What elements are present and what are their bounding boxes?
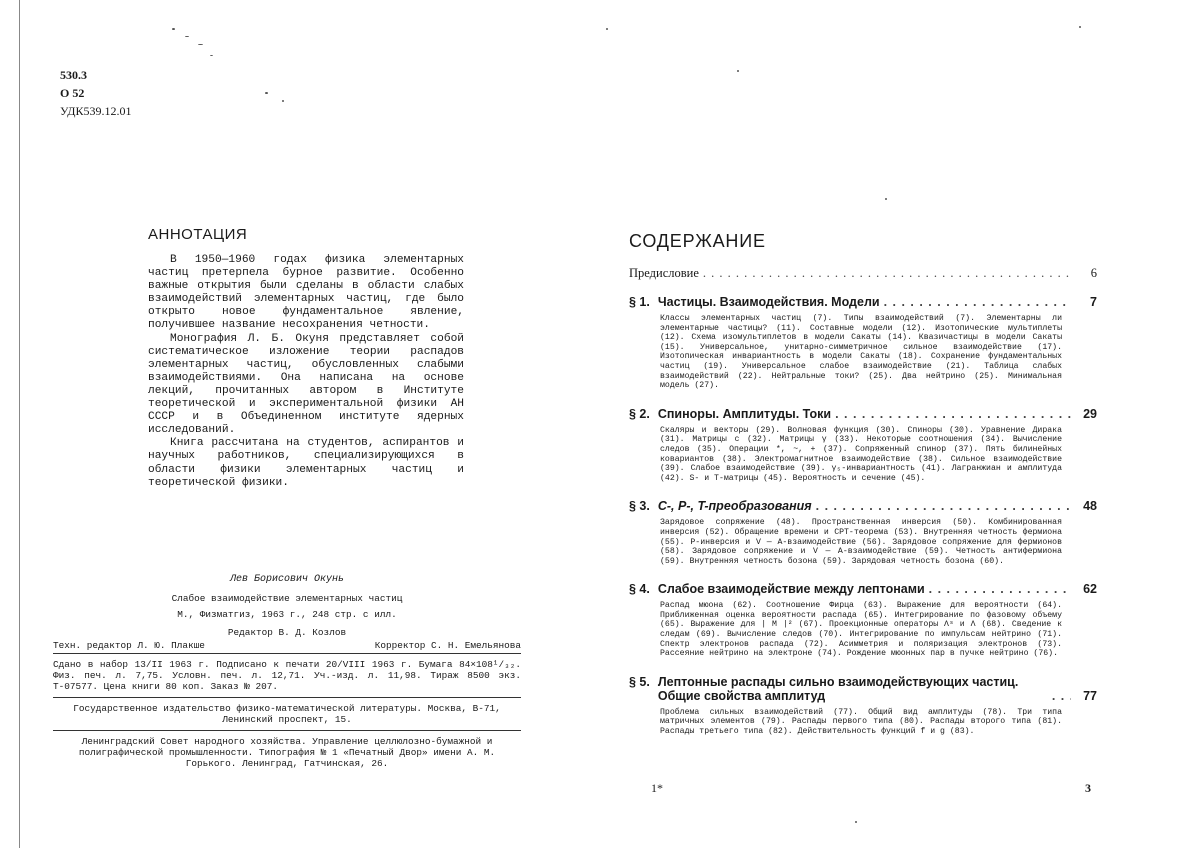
scan-speck bbox=[606, 28, 608, 30]
toc-section-title: Частицы. Взаимодействия. Модели bbox=[657, 295, 880, 309]
toc-section bbox=[629, 582, 1097, 659]
toc-section-description: Скаляры и векторы (29). Волновая функция (30). Спиноры (30). Уравнение Дирака (31). Матрицы с (32). Матрицы γ (33). Некоторые соотношения (34). Вычисление следов (35). Операции *, ~, + (37). Сопряженный спинор (37). Пять билинейных ковариантов (38). Электромагнитное взаимодействие (38). Сильное взаимодействие (39). Слабое взаимодействие (39). γ₅-инвариантность (41). Лагранжиан и амплитуда (42). S- и T-матрицы (45). Вероятность и сечение (45). bbox=[660, 425, 1062, 483]
imprint bbox=[53, 574, 521, 774]
toc-section bbox=[629, 407, 1097, 484]
toc-page-number: 29 bbox=[1083, 406, 1097, 421]
scan-speck bbox=[210, 55, 213, 56]
scan-speck bbox=[855, 821, 857, 823]
dot-leader bbox=[1052, 689, 1071, 703]
scan-speck bbox=[172, 28, 175, 30]
toc-section-number: § 1. bbox=[629, 295, 650, 309]
udk-code: УДК539.12.01 bbox=[60, 104, 132, 118]
imprint-author: Лев Борисович Окунь bbox=[229, 574, 345, 585]
classification-line-1: 530.3 bbox=[60, 68, 87, 82]
imprint-publisher: Государственное издательство физико-математической литературы. Москва, В-71, Ленинский проспект, 15. bbox=[53, 698, 521, 731]
toc-chapter-link[interactable] bbox=[629, 295, 1097, 309]
toc-section-description: Зарядовое сопряжение (48). Пространственная инверсия (50). Комбинированная инверсия (52). Обращение времени и CPT-теорема (53). Внутренняя четность фермиона (55). P-инверсия и V — A-взаимодействие (56). Зарядовое сопряжение для фермионов (58). Зарядовое сопряжение и V — A-взаимодействие (59). Четность антифермиона (59). Внутренняя четность бозона (59). Зарядовая четность бозона (60). bbox=[660, 518, 1062, 566]
toc-section-title: Спиноры. Амплитуды. Токи bbox=[657, 406, 832, 421]
imprint-editor: Редактор В. Д. Козлов bbox=[227, 627, 347, 638]
toc-section-title: C-, P-, T-преобразования bbox=[657, 499, 812, 514]
scan-speck bbox=[1079, 26, 1081, 28]
imprint-corrector: Корректор С. Н. Емельянова bbox=[374, 640, 521, 651]
toc-preface[interactable] bbox=[629, 266, 1097, 281]
toc-page-number: 6 bbox=[1090, 266, 1097, 280]
toc-preface-label: Предисловие bbox=[629, 266, 699, 280]
scan-speck bbox=[282, 100, 284, 102]
toc-section-number: § 3. bbox=[629, 499, 650, 514]
toc-section-description: Проблема сильных взаимодействий (77). Общий вид амплитуды (78). Три типа матричных элементов (79). Распады первого типа (80). Распады второго типа (81). Распады третьего типа (82). Действительность функций f и g (83). bbox=[660, 707, 1062, 737]
scan-speck bbox=[198, 44, 203, 45]
annotation-paragraph: Монография Л. Б. Окуня представляет собой систематическое изложение теории распадов элементарных частиц, обусловленных слабыми взаимодействиями. Она написана на основе лекций, прочитанных автором в Институте теоретической и экспериментальной физики АН СССР и в Объединенном институте ядерных исследований. bbox=[148, 332, 464, 437]
toc-section-title: Лептонные распады сильно взаимодействующих частиц. Общие свойства амплитуд bbox=[657, 674, 1019, 703]
toc-page-number: 62 bbox=[1083, 582, 1097, 597]
annotation-paragraph: Книга рассчитана на студентов, аспирантов и научных работников, специализирующихся в области физики элементарных частиц и теоретической физики. bbox=[148, 437, 464, 489]
classification-line-2: О 52 bbox=[60, 86, 85, 100]
dot-leader bbox=[929, 582, 1071, 596]
printer-signature-mark: 1* bbox=[651, 781, 663, 795]
imprint-printer: Ленинградский Совет народного хозяйства. Управление целлюлозно-бумажной и полиграфической промышленности. Типография № 1 «Печатный Двор» имени А. М. Горького. Ленинград, Гатчинская, 26. bbox=[78, 736, 496, 769]
toc-section-description: Распад мюона (62). Соотношение Фирца (63). Выражение для вероятности (64). Приближенная оценка вероятности распада (65). Интегрирование по фазовому объему (65). Выражение для | M |² (67). Проекционные операторы Λˢ и Λ (68). Сведение к следам (69). Вычисление следов (70). Интегрирование по импульсам нейтрино (71). Спектр электронов распада (72). Асимметрия и поляризация электронов (73). Рассеяние нейтрино на электроне (74). Рождение мюонных пар в пучке нейтрино (76). bbox=[660, 601, 1062, 659]
dot-leader bbox=[884, 295, 1071, 309]
imprint-tech-editor: Техн. редактор Л. Ю. Плакше bbox=[53, 640, 205, 651]
page-number: 3 bbox=[1085, 781, 1091, 795]
scan-speck bbox=[737, 70, 739, 72]
dot-leader bbox=[816, 499, 1071, 513]
scan-speck bbox=[885, 198, 887, 200]
annotation-title: АННОТАЦИЯ bbox=[148, 226, 248, 243]
toc-section-description: Классы элементарных частиц (7). Типы взаимодействий (7). Элементарны ли элементарные частицы? (11). Составные модели (12). Изотопические мультиплеты (12). Схема изомультиплетов в модели Сакаты (14). Квазичастицы в модели Сакаты (15). Универсальное, унитарно-симметричное сильное взаимодействие (17). Изотопическая инвариантность в модели Сакаты (18). Сохранение фундаментальных частиц (19). Универсальное слабое взаимодействие (21). Таблица слабых взаимодействий (22). Нейтральные токи? (25). Два нейтрино (25). Минимальная модель (27). bbox=[660, 314, 1062, 391]
imprint-print-info: Сдано в набор 13/II 1963 г. Подписано к печати 20/VIII 1963 г. Бумага 84×108¹/₃₂. Физ. печ. л. 7,75. Условн. печ. л. 12,71. Уч.-изд. л. 11,98. Тираж 8500 экз. Т-07577. Цена книги 80 коп. Заказ № 207. bbox=[53, 654, 521, 698]
classification-codes bbox=[60, 66, 131, 120]
annotation-body bbox=[148, 254, 464, 490]
toc-page-number: 77 bbox=[1083, 688, 1097, 703]
toc-chapter-link[interactable] bbox=[629, 675, 1097, 703]
contents-title: СОДЕРЖАНИЕ bbox=[629, 231, 766, 251]
toc-chapter-link[interactable] bbox=[629, 499, 1097, 513]
toc-section-number: § 5. bbox=[629, 674, 650, 689]
toc-chapter-link[interactable] bbox=[629, 582, 1097, 596]
toc-page-number: 7 bbox=[1090, 295, 1097, 309]
imprint-book-title: Слабое взаимодействие элементарных частиц bbox=[171, 593, 403, 604]
toc-section bbox=[629, 499, 1097, 566]
dot-leader bbox=[835, 407, 1071, 421]
annotation-paragraph: В 1950—1960 годах физика элементарных частиц претерпела бурное развитие. Особенно важные открытия были сделаны в области слабых взаимодействий элементарных частиц, где было открыто новое фундаментальное явление, получившее название несохранения четности. bbox=[148, 254, 464, 332]
toc-section-title: Слабое взаимодействие между лептонами bbox=[657, 582, 925, 597]
toc-section bbox=[629, 295, 1097, 391]
dot-leader bbox=[703, 266, 1071, 281]
page-binding-edge bbox=[19, 0, 20, 848]
toc-section-number: § 4. bbox=[629, 582, 650, 597]
toc-chapter-link[interactable] bbox=[629, 407, 1097, 421]
toc-section-number: § 2. bbox=[629, 406, 650, 421]
toc-page-number: 48 bbox=[1083, 499, 1097, 514]
toc-section bbox=[629, 675, 1097, 737]
table-of-contents bbox=[629, 266, 1097, 737]
scan-speck bbox=[265, 92, 268, 94]
imprint-editors-row bbox=[53, 640, 521, 654]
scan-speck bbox=[185, 36, 189, 37]
imprint-publisher-line: М., Физматгиз, 1963 г., 248 стр. с илл. bbox=[177, 609, 397, 620]
